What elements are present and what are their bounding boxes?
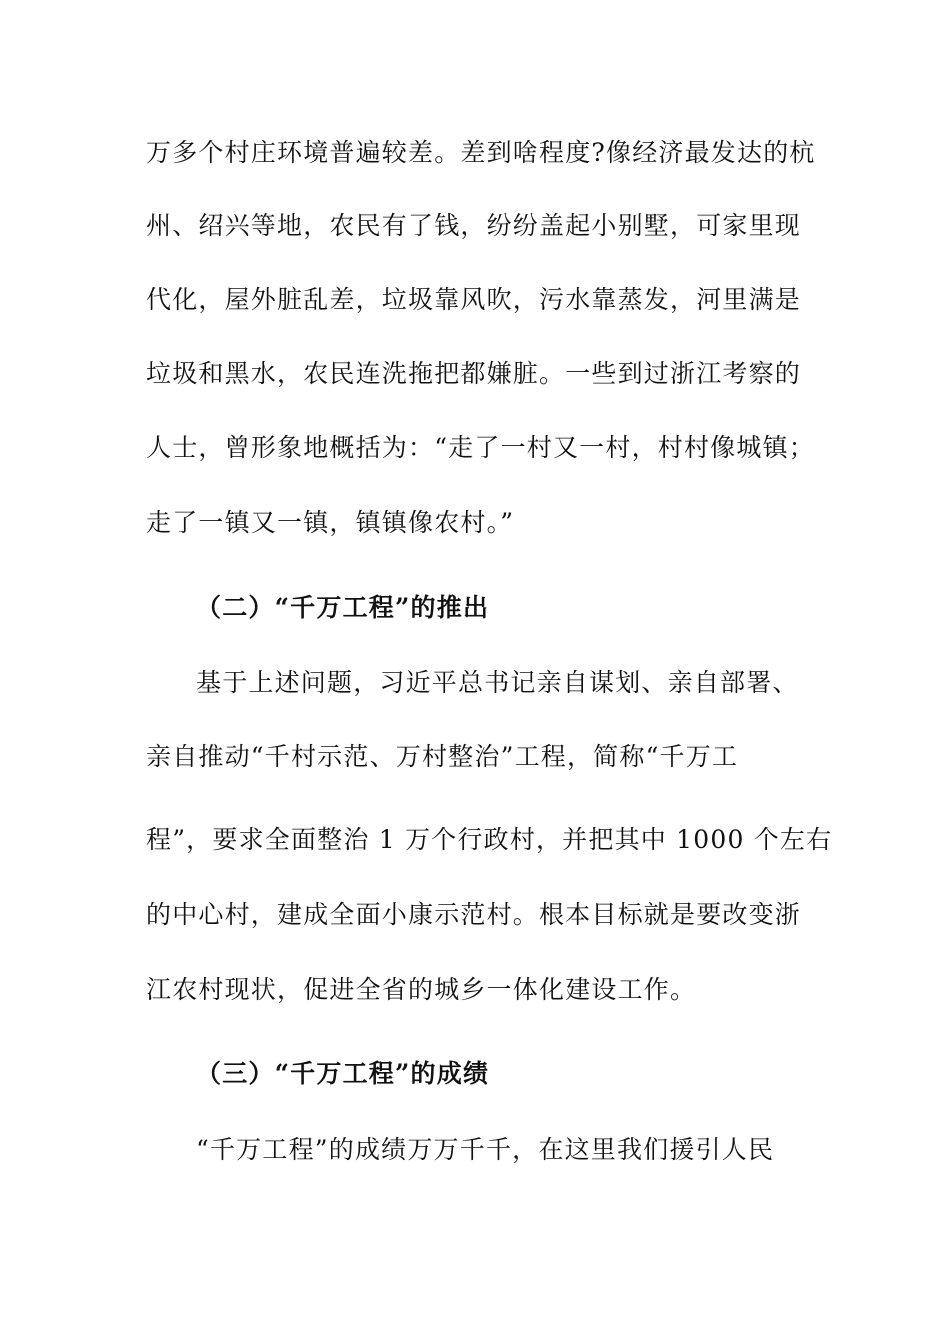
paragraph-1-line-3: 代化，屋外脏乱差，垃圾靠风吹，污水靠蒸发，河里满是 (146, 285, 802, 314)
paragraph-1-line-4: 垃圾和黑水，农民连洗拖把都嫌脏。一些到过浙江考察的 (146, 359, 802, 388)
paragraph-2-line-3: 程”，要求全面整治 1 万个行政村，并把其中 1000 个左右 (146, 825, 833, 854)
paragraph-1-line-2: 州、绍兴等地，农民有了钱，纷纷盖起小别墅，可家里现 (146, 211, 802, 240)
paragraph-1-line-1: 万多个村庄环境普遍较差。差到啥程度?像经济最发达的杭 (146, 138, 816, 167)
section-heading-2: （二）“千万工程”的推出 (196, 593, 490, 622)
paragraph-2-line-2: 亲自推动“千村示范、万村整治”工程，简称“千万工 (146, 742, 739, 771)
paragraph-1-line-5: 人士，曾形象地概括为：“走了一村又一村，村村像城镇； (146, 433, 815, 462)
section-heading-3: （三）“千万工程”的成绩 (196, 1059, 490, 1088)
paragraph-3-line-1: “千万工程”的成绩万万千千，在这里我们援引人民 (196, 1135, 775, 1164)
paragraph-1-line-6: 走了一镇又一镇，镇镇像农村。” (146, 508, 515, 537)
paragraph-2-line-5: 江农村现状，促进全省的城乡一体化建设工作。 (146, 975, 697, 1004)
paragraph-2-line-4: 的中心村，建成全面小康示范村。根本目标就是要改变浙 (146, 900, 802, 929)
paragraph-2-line-1: 基于上述问题，习近平总书记亲自谋划、亲自部署、 (196, 668, 799, 697)
